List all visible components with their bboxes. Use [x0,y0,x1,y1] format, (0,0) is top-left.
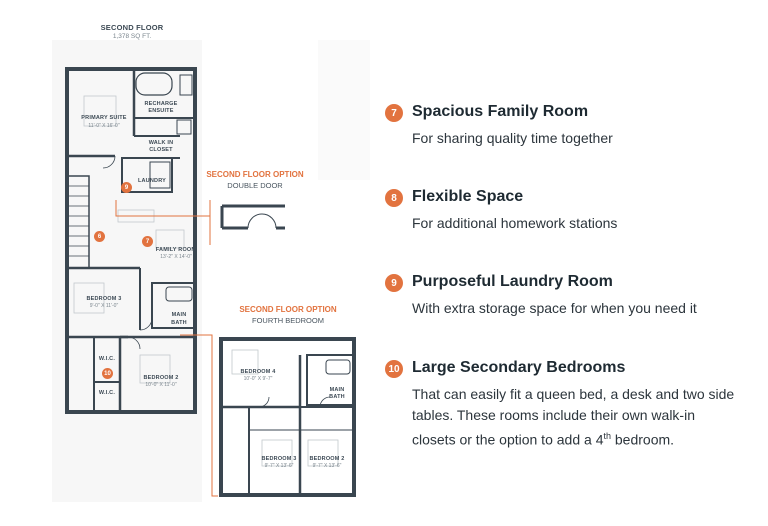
room-bedroom-3-dim: 9'-0" X 11'-0" [89,303,119,309]
room-main-bath-line2: BATH [171,320,187,326]
marker-6: 6 [94,231,105,242]
option-fourth-bedroom-subtitle: FOURTH BEDROOM [252,316,324,325]
feature-title: Flexible Space [412,188,524,205]
room-family-room-dim: 13'-2" X 14'-0" [160,254,192,260]
option-fourth-bedroom-title: SECOND FLOOR OPTION [239,305,337,314]
feature-description-text: That can easily fit a queen bed, a desk and two side tables. These rooms include their own walk-in closets or the option to add a [412,386,735,448]
feature-number-badge: 7 [385,104,403,122]
room-bedroom-2-dim: 10'-0" X 11'-0" [145,382,177,388]
room-laundry: LAUNDRY [137,178,167,184]
option-double-door-title: SECOND FLOOR OPTION [206,170,304,179]
room-bedroom-2: BEDROOM 2 [143,375,179,381]
feature-title: Spacious Family Room [412,103,589,120]
feature-title: Purposeful Laundry Room [412,273,613,290]
feature-description: For additional homework stations [412,215,618,231]
opt-room-bedroom-3: BEDROOM 3 [261,456,297,462]
room-ensuite-line1: RECHARGE [144,101,178,107]
feature-flexible-space [385,189,755,235]
feature-laundry-room [385,274,755,320]
marker-7: 7 [142,236,153,247]
opt-room-main-bath-line1: MAIN [329,387,345,393]
room-bedroom-3: BEDROOM 3 [86,296,122,302]
room-primary-suite-dim: 11'-0" X 16'-0" [88,123,120,129]
feature-secondary-bedrooms [385,360,755,450]
feature-family-room [385,104,755,150]
opt-room-bedroom-3-dim: 9'-7" X 13'-6" [264,463,294,469]
feature-title: Large Secondary Bedrooms [412,359,626,376]
option-background [318,40,370,180]
feature-number-badge: 8 [385,189,403,207]
opt-room-bedroom-2-dim: 9'-7" X 13'-6" [312,463,342,469]
marker-10: 10 [102,368,113,379]
floor-title: SECOND FLOOR [100,23,164,32]
floor-area: 1,378 SQ FT. [112,33,152,40]
room-wic-a: W.I.C. [98,356,116,362]
room-primary-suite: PRIMARY SUITE [81,115,127,121]
room-family-room: FAMILY ROOM [155,247,197,253]
opt-room-main-bath-line2: BATH [329,394,345,400]
opt-room-bedroom-4: BEDROOM 4 [240,369,276,375]
feature-description-superscript: th [603,431,611,441]
feature-description: For sharing quality time together [412,130,613,146]
feature-description: With extra storage space for when you need it [412,300,697,316]
opt-room-bedroom-2: BEDROOM 2 [309,456,345,462]
double-door-option-drawing [222,206,285,228]
feature-number-badge: 10 [385,360,403,378]
room-walkin-line1: WALK IN [148,140,174,146]
fourth-bedroom-option-drawing [221,339,354,495]
feature-description-end: bedroom. [611,431,675,448]
opt-room-bedroom-4-dim: 10'-0" X 9'-7" [243,376,273,382]
option-double-door-subtitle: DOUBLE DOOR [227,181,283,190]
feature-number-badge: 9 [385,274,403,292]
marker-9: 9 [121,182,132,193]
feature-description [412,384,742,451]
feature-description-number: 4 [595,431,604,448]
room-wic-b: W.I.C. [98,390,116,396]
room-ensuite-line2: ENSUITE [148,108,174,114]
room-main-bath-line1: MAIN [171,312,187,318]
room-walkin-line2: CLOSET [149,147,173,153]
